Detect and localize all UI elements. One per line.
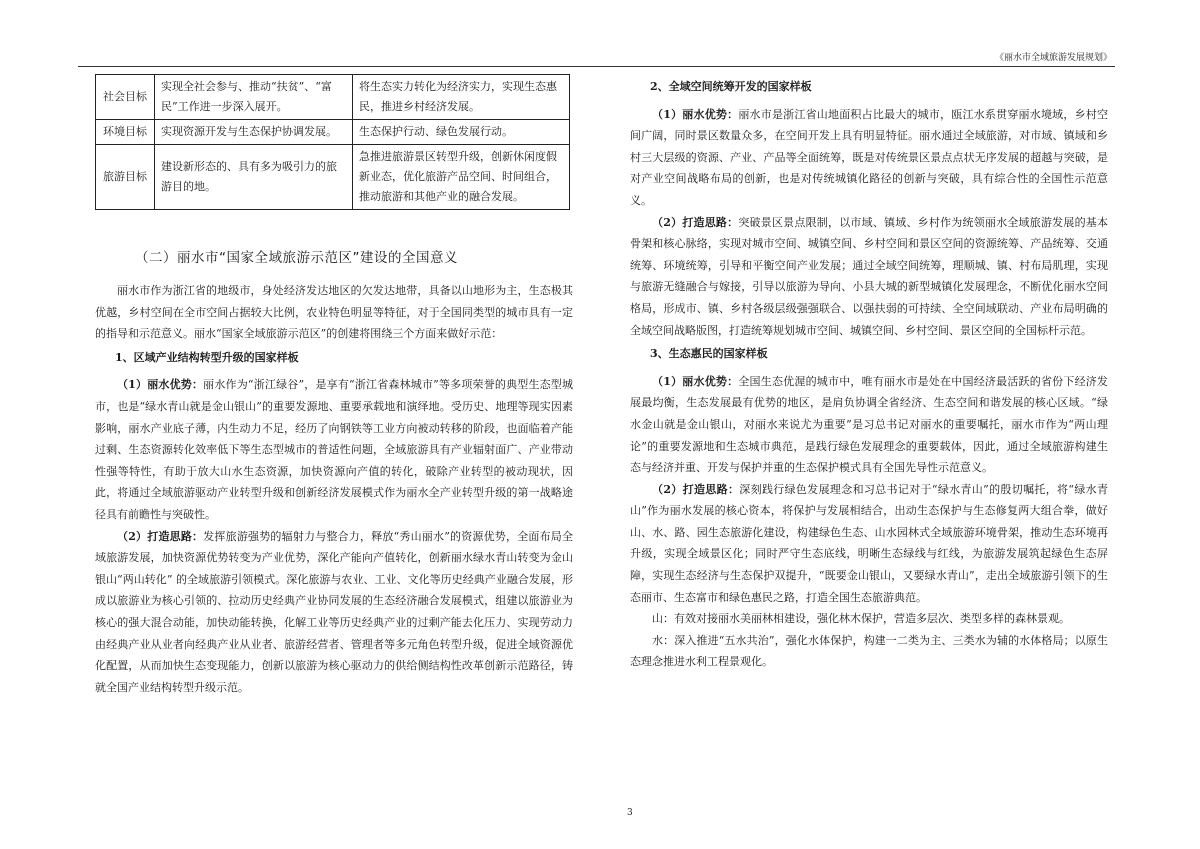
table-row bbox=[96, 120, 570, 145]
paragraph: 水：深入推进“五水共治”，强化水体保护，构建一二类为主、三类水为辅的水体格局；以原生态理念推进水利工程景观化。 bbox=[630, 633, 1108, 669]
paragraph-text: 丽水作为“浙江绿谷”，是享有“浙江省森林城市”等多项荣誉的典型生态型城市，也是“绿水青山就是金山银山”的重要发源地、重要承载地和演绎地。受历史、地理等现实因素影响，丽水产业底子薄，内生动力不足，经历了向钢铁等工业方向被动转移的阶段，也面临着产能过剩、生态资源转化效率低下等生态型城市的普适性问题，全域旅游具有产业辐射面广、产业带动性强等特性，有助于放大山水生态资源，加快资源向产值的转化，破除产业转型的被动现状，因此，将通过全域旅游驱动产业转型升级和创新经济发展模式作为丽水全产业转型升级的第一战略途径具有前瞻性与突破性。 bbox=[95, 378, 573, 521]
table-cell: 实现全社会参与、推动“扶贫”、“富民”工作进一步深入展开。 bbox=[155, 75, 353, 120]
paragraph-text: 丽水市是浙江省山地面积占比最大的城市，瓯江水系贯穿丽水境域，乡村空间广阔，同时景区数量众多，在空间开发上具有明显特征。丽水通过全域旅游，对市域、镇域和乡村三大层级的资源、产业、产品等全面统筹，既是对传统景区景点点状无序发展的超越与突破，是对产业空间战略布局的创新，也是对传统城镇化路径的创新与突破，具有综合性的全国性示范意义。 bbox=[630, 107, 1109, 207]
left-column bbox=[95, 74, 573, 698]
table-row bbox=[96, 145, 570, 210]
table-cell: 生态保护行动、绿色发展行动。 bbox=[353, 120, 570, 145]
table-cell: 将生态实力转化为经济实力，实现生态惠民，推进乡村经济发展。 bbox=[353, 75, 570, 120]
page-number: 3 bbox=[627, 808, 633, 818]
paragraph-key: （2）打造思路： bbox=[652, 482, 740, 496]
table-cell-label: 旅游目标 bbox=[96, 145, 155, 210]
paragraph bbox=[95, 526, 573, 699]
paragraph-key: （1）丽水优势： bbox=[117, 378, 204, 392]
paragraph bbox=[630, 371, 1108, 479]
section-title: （二）丽水市“国家全域旅游示范区”建设的全国意义 bbox=[135, 250, 458, 266]
subheading: 3、生态惠民的国家样板 bbox=[650, 347, 768, 361]
header-rule bbox=[78, 66, 1115, 67]
paragraph-text: 发挥旅游强势的辐射力与整合力，释放“秀山丽水”的资源优势，全面布局全域旅游发展，加快资源优势转变为产业优势，深化产能向产值转化，创新丽水绿水青山转变为金山银山“两山转化” 的全域旅游引领模式。深化旅游与农业、工业、文化等历史经典产业融合发展，形成以旅游业为核心引领的、拉动历史经典产业协同发展的生态经济融合发展模式，组建以旅游业为核心的强大混合动能，加快动能转换，化解工业等历史经典产业的过剩产能去化压力、实现劳动力由经典产业从业者向经典产业从业者、旅游经营者、管理者等多元角色转型升级，促进全域资源优化配置，从而加快生态变现能力，创新以旅游为核心驱动力的供给侧结构性改革创新示范路径，铸就全国产业结构转型升级示范。 bbox=[95, 529, 573, 694]
paragraph-text: 全国生态优渥的城市中，唯有丽水市是处在中国经济最活跃的省份下经济发展最均衡，生态发展最有优势的地区，是肩负协调全省经济、生态空间和谐发展的核心区域。“绿水金山就是金山银山，对丽水来说尤为重要”是习总书记对丽水的重要嘱托，丽水市作为“两山理论”的重要发源地和生态城市典范，是践行绿色发展理念的重要载体，因此，通过全域旅游构建生态与经济并重、开发与保护并重的生态保护模式具有全国先导性示范意义。 bbox=[630, 374, 1109, 475]
paragraph bbox=[630, 479, 1108, 609]
table-row bbox=[96, 75, 570, 120]
table-cell: 实现资源开发与生态保护协调发展。 bbox=[155, 120, 353, 145]
paragraph: 山：有效对接丽水美丽林相建设，强化林木保护，营造多层次、类型多样的森林景观。 bbox=[652, 612, 1070, 626]
table-cell-label: 社会目标 bbox=[96, 75, 155, 120]
paragraph bbox=[630, 104, 1108, 212]
table-cell: 急推进旅游景区转型升级，创新休闲度假新业态，优化旅游产品空间、时间组合，推动旅游和其他产业的融合发展。 bbox=[353, 145, 570, 210]
subheading: 1、区域产业结构转型升级的国家样板 bbox=[115, 350, 299, 364]
table-cell: 建设新形态的、具有多为吸引力的旅游目的地。 bbox=[155, 145, 353, 210]
table-cell-label: 环境目标 bbox=[96, 120, 155, 145]
intro-paragraph: 丽水市作为浙江省的地级市，身处经济发达地区的欠发达地带，具备以山地形为主，生态极其优越，乡村空间在全市空间占据较大比例，农业特色明显等特征，对于全国同类型的城市具有一定的指导和示范意义。丽水“国家全域旅游示范区”的创建将围绕三个方面来做好示范： bbox=[95, 284, 573, 341]
right-column bbox=[630, 76, 1108, 673]
paragraph bbox=[630, 212, 1108, 342]
paragraph-text: 深刻践行绿色发展理念和习总书记对于“绿水青山”的殷切嘱托，将“绿水青山”作为丽水发展的核心资本，将保护与发展相结合，出动生态保护与生态修复两大组合拳，做好山、水、路、园生态旅游化建设，构建绿色生态、山水园林式全域旅游环境骨架，推动生态环境再升级，实现全域景区化；同时严守生态底线，明晰生态绿线与红线，为旅游发展筑起绿色生态屏障，实现生态经济与生态保护双提升，“既要金山银山，又要绿水青山”，走出全域旅游引领下的生态丽市、生态富市和绿色惠民之路，打造全国生态旅游典范。 bbox=[630, 482, 1108, 604]
paragraph-key: （1）丽水优势： bbox=[652, 107, 739, 121]
goals-table bbox=[95, 74, 570, 210]
subheading: 2、全域空间统筹开发的国家样板 bbox=[650, 80, 812, 93]
running-header: 《丽水市全域旅游发展规划》 bbox=[994, 53, 1112, 63]
paragraph-key: （2）打造思路： bbox=[652, 215, 739, 229]
paragraph-text: 突破景区景点限制，以市域、镇域、乡村作为统领丽水全域旅游发展的基本骨架和核心脉络，实现对城市空间、城镇空间、乡村空间和景区空间的资源统筹、产品统筹、交通统筹、环境统筹，引导和平衡空间产业发展；通过全域空间统筹，理顺城、镇、村布局肌理，实现与旅游无缝融合与嫁接，引导以旅游为导向、小县大城的新型城镇化发展理念，不断优化丽水空间格局，形成市、镇、乡村各级层级强强联合、以强扶弱的可持续、全空间域联动、产业布局明确的全域空间战略版图，打造统筹规划城市空间、城镇空间、乡村空间、景区空间的全国标杆示范。 bbox=[630, 215, 1109, 337]
paragraph bbox=[95, 374, 573, 525]
paragraph-key: （1）丽水优势： bbox=[652, 374, 739, 388]
paragraph-key: （2）打造思路： bbox=[117, 529, 204, 543]
